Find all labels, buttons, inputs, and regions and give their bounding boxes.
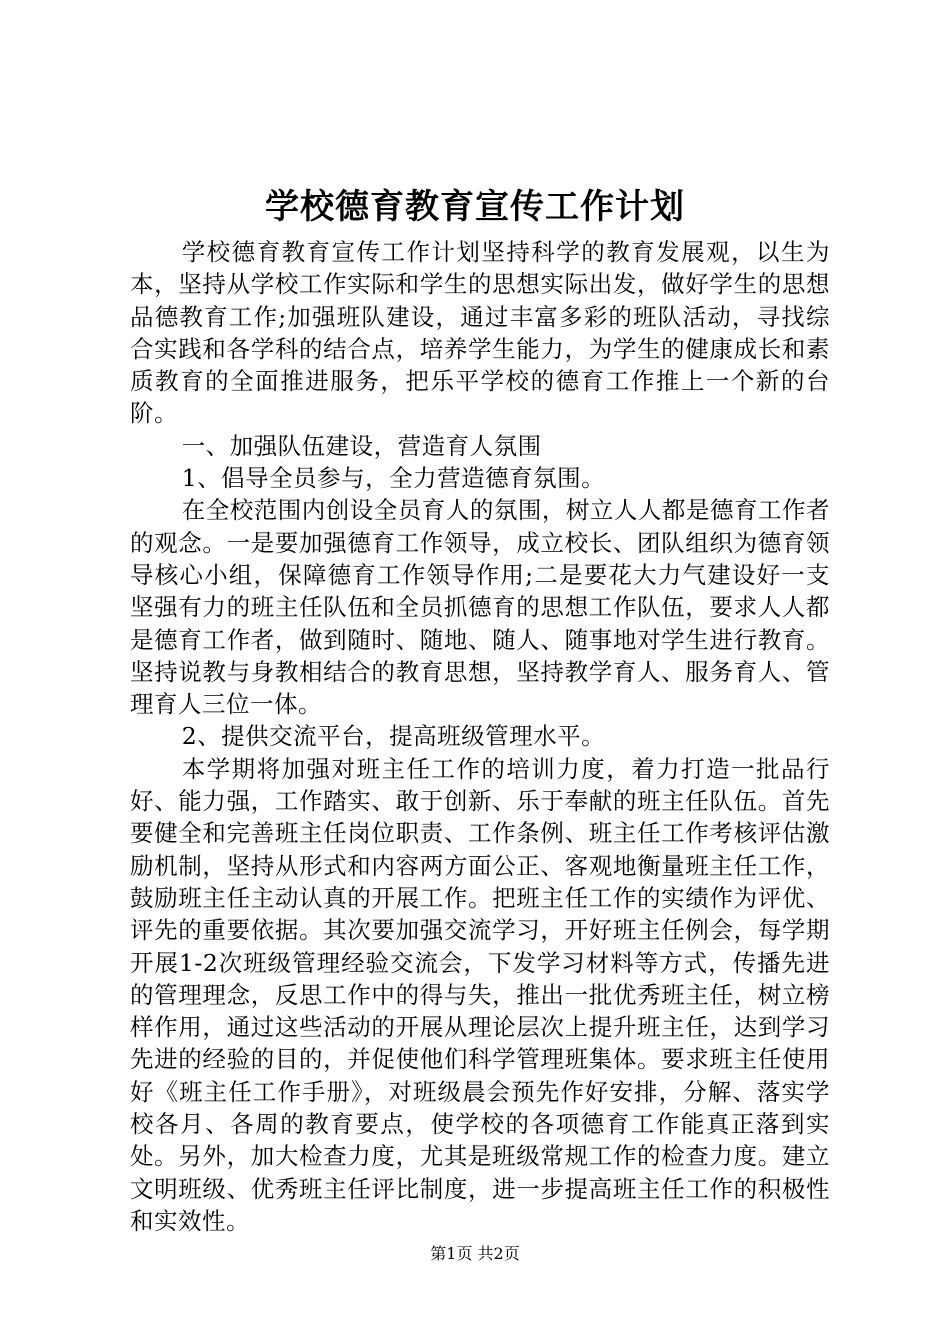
subheading-1: 1、倡导全员参与，全力营造德育氛围。 [181, 464, 606, 493]
paragraph-1: 在全校范围内创设全员育人的氛围，树立人人都是德育工作者的观念。一是要加强德育工作领导，成立校长、团队组织为德育领导核心小组，保障德育工作领导作用;二是要花大力气建设好一支坚强有力的班主任队伍和全员抓德育的思想工作队伍，要求人人都是德育工作者，做到随时、随地、随人、随事地对学生进行教育。坚持说教与身教相结合的教育思想，坚持教学育人、服务育人、管理育人三位一体。 [130, 496, 830, 719]
page-footer: 第1页 共2页 [430, 1244, 520, 1263]
section-heading-1: 一、加强队伍建设，营造育人氛围 [181, 431, 542, 460]
paragraph-intro: 学校德育教育宣传工作计划坚持科学的教育发展观，以生为本，坚持从学校工作实际和学生的思想实际出发，做好学生的思想品德教育工作;加强班队建设，通过丰富多彩的班队活动，寻找综合实践和各学科的结合点，培养学生能力，为学生的健康成长和素质教育的全面推进服务，把乐平学校的德育工作推上一个新的台阶。 [130, 238, 830, 428]
subheading-2: 2、提供交流平台，提高班级管理水平。 [181, 722, 606, 751]
document-title: 学校德育教育宣传工作计划 [265, 187, 685, 227]
document-body [130, 236, 830, 1237]
paragraph-2: 本学期将加强对班主任工作的培训力度，着力打造一批品行好、能力强，工作踏实、敢于创新、乐于奉献的班主任队伍。首先要健全和完善班主任岗位职责、工作条例、班主任工作考核评估激励机制，坚持从形式和内容两方面公正、客观地衡量班主任工作，鼓励班主任主动认真的开展工作。把班主任工作的实绩作为评优、评先的重要依据。其次要加强交流学习，开好班主任例会，每学期开展1-2次班级管理经验交流会，下发学习材料等方式，传播先进的管理理念，反思工作中的得与失，推出一批优秀班主任，树立榜样作用，通过这些活动的开展从理论层次上提升班主任，达到学习先进的经验的目的，并促使他们科学管理班集体。要求班主任使用好《班主任工作手册》，对班级晨会预先作好安排，分解、落实学校各月、各周的教育要点，使学校的各项德育工作能真正落到实处。另外，加大检查力度，尤其是班级常规工作的检查力度。建立文明班级、优秀班主任评比制度，进一步提高班主任工作的积极性和实效性。 [130, 754, 830, 1235]
